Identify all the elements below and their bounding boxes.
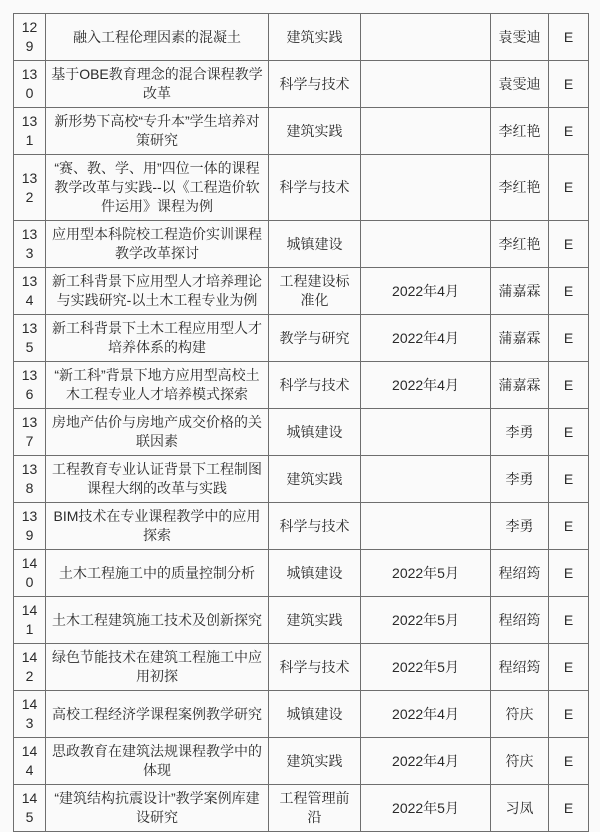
table-row	[14, 61, 589, 108]
table-row	[14, 456, 589, 503]
cell-title: “赛、教、学、用”四位一体的课程教学改革与实践--以《工程造价软件运用》课程为例	[46, 155, 269, 221]
table-row	[14, 108, 589, 155]
cell-grade: E	[549, 503, 589, 550]
cell-category: 建筑实践	[269, 456, 361, 503]
cell-author: 李勇	[491, 456, 549, 503]
cell-num: 140	[14, 550, 46, 597]
table-row	[14, 503, 589, 550]
cell-author: 李红艳	[491, 155, 549, 221]
table-row	[14, 315, 589, 362]
cell-author: 蒲嘉霖	[491, 315, 549, 362]
cell-num: 138	[14, 456, 46, 503]
cell-category: 建筑实践	[269, 14, 361, 61]
cell-grade: E	[549, 456, 589, 503]
cell-category: 教学与研究	[269, 315, 361, 362]
cell-grade: E	[549, 108, 589, 155]
cell-date	[361, 456, 491, 503]
cell-date	[361, 155, 491, 221]
cell-title: 高校工程经济学课程案例教学研究	[46, 691, 269, 738]
cell-title: 融入工程伦理因素的混凝土	[46, 14, 269, 61]
cell-grade: E	[549, 268, 589, 315]
cell-author: 李红艳	[491, 108, 549, 155]
cell-author: 袁雯迪	[491, 61, 549, 108]
cell-grade: E	[549, 691, 589, 738]
cell-date: 2022年5月	[361, 597, 491, 644]
cell-grade: E	[549, 597, 589, 644]
cell-category: 工程建设标准化	[269, 268, 361, 315]
cell-author: 袁雯迪	[491, 14, 549, 61]
cell-date: 2022年4月	[361, 362, 491, 409]
cell-title: 新工科背景下土木工程应用型人才培养体系的构建	[46, 315, 269, 362]
cell-author: 程绍筠	[491, 597, 549, 644]
cell-num: 145	[14, 785, 46, 832]
cell-grade: E	[549, 785, 589, 832]
cell-title: 工程教育专业认证背景下工程制图课程大纲的改革与实践	[46, 456, 269, 503]
cell-num: 131	[14, 108, 46, 155]
cell-grade: E	[549, 644, 589, 691]
cell-author: 符庆	[491, 738, 549, 785]
cell-grade: E	[549, 409, 589, 456]
cell-date	[361, 409, 491, 456]
cell-title: 新工科背景下应用型人才培养理论与实践研究-以土木工程专业为例	[46, 268, 269, 315]
cell-num: 144	[14, 738, 46, 785]
cell-title: 土木工程施工中的质量控制分析	[46, 550, 269, 597]
cell-category: 科学与技术	[269, 644, 361, 691]
cell-author: 李勇	[491, 409, 549, 456]
cell-category: 城镇建设	[269, 550, 361, 597]
cell-category: 科学与技术	[269, 362, 361, 409]
table-row	[14, 644, 589, 691]
cell-num: 136	[14, 362, 46, 409]
cell-category: 科学与技术	[269, 503, 361, 550]
cell-num: 133	[14, 221, 46, 268]
cell-category: 城镇建设	[269, 409, 361, 456]
cell-title: 基于OBE教育理念的混合课程教学改革	[46, 61, 269, 108]
cell-grade: E	[549, 221, 589, 268]
cell-date: 2022年4月	[361, 691, 491, 738]
cell-author: 符庆	[491, 691, 549, 738]
table-row	[14, 691, 589, 738]
cell-num: 132	[14, 155, 46, 221]
cell-title: 应用型本科院校工程造价实训课程教学改革探讨	[46, 221, 269, 268]
table-row	[14, 221, 589, 268]
cell-title: 土木工程建筑施工技术及创新探究	[46, 597, 269, 644]
cell-date: 2022年4月	[361, 315, 491, 362]
cell-num: 134	[14, 268, 46, 315]
cell-author: 蒲嘉霖	[491, 362, 549, 409]
table-row	[14, 268, 589, 315]
cell-author: 蒲嘉霖	[491, 268, 549, 315]
cell-grade: E	[549, 738, 589, 785]
cell-num: 141	[14, 597, 46, 644]
table-row	[14, 738, 589, 785]
cell-date: 2022年5月	[361, 644, 491, 691]
table-row	[14, 362, 589, 409]
cell-category: 建筑实践	[269, 738, 361, 785]
cell-author: 习凤	[491, 785, 549, 832]
cell-category: 科学与技术	[269, 61, 361, 108]
cell-date	[361, 61, 491, 108]
cell-grade: E	[549, 14, 589, 61]
table-row	[14, 550, 589, 597]
table-row	[14, 597, 589, 644]
cell-grade: E	[549, 550, 589, 597]
cell-grade: E	[549, 155, 589, 221]
cell-author: 李红艳	[491, 221, 549, 268]
cell-category: 城镇建设	[269, 221, 361, 268]
cell-num: 143	[14, 691, 46, 738]
cell-title: “新工科”背景下地方应用型高校土木工程专业人才培养模式探索	[46, 362, 269, 409]
table-body	[14, 14, 589, 832]
cell-title: 绿色节能技术在建筑工程施工中应用初探	[46, 644, 269, 691]
cell-date: 2022年4月	[361, 738, 491, 785]
cell-category: 城镇建设	[269, 691, 361, 738]
cell-category: 工程管理前沿	[269, 785, 361, 832]
cell-title: 新形势下高校“专升本”学生培养对策研究	[46, 108, 269, 155]
cell-num: 129	[14, 14, 46, 61]
cell-author: 程绍筠	[491, 644, 549, 691]
cell-date: 2022年4月	[361, 268, 491, 315]
cell-title: BIM技术在专业课程教学中的应用探索	[46, 503, 269, 550]
cell-author: 程绍筠	[491, 550, 549, 597]
cell-grade: E	[549, 315, 589, 362]
cell-num: 139	[14, 503, 46, 550]
cell-num: 130	[14, 61, 46, 108]
cell-date	[361, 503, 491, 550]
cell-num: 137	[14, 409, 46, 456]
cell-date: 2022年5月	[361, 550, 491, 597]
publications-table	[13, 13, 589, 832]
cell-num: 135	[14, 315, 46, 362]
cell-date	[361, 108, 491, 155]
cell-author: 李勇	[491, 503, 549, 550]
cell-date: 2022年5月	[361, 785, 491, 832]
cell-date	[361, 14, 491, 61]
table-row	[14, 785, 589, 832]
cell-grade: E	[549, 362, 589, 409]
cell-grade: E	[549, 61, 589, 108]
table-row	[14, 409, 589, 456]
cell-category: 科学与技术	[269, 155, 361, 221]
cell-category: 建筑实践	[269, 108, 361, 155]
cell-title: 房地产估价与房地产成交价格的关联因素	[46, 409, 269, 456]
table-row	[14, 14, 589, 61]
table-row	[14, 155, 589, 221]
cell-num: 142	[14, 644, 46, 691]
cell-title: 思政教育在建筑法规课程教学中的体现	[46, 738, 269, 785]
cell-category: 建筑实践	[269, 597, 361, 644]
cell-date	[361, 221, 491, 268]
cell-title: “建筑结构抗震设计”教学案例库建设研究	[46, 785, 269, 832]
